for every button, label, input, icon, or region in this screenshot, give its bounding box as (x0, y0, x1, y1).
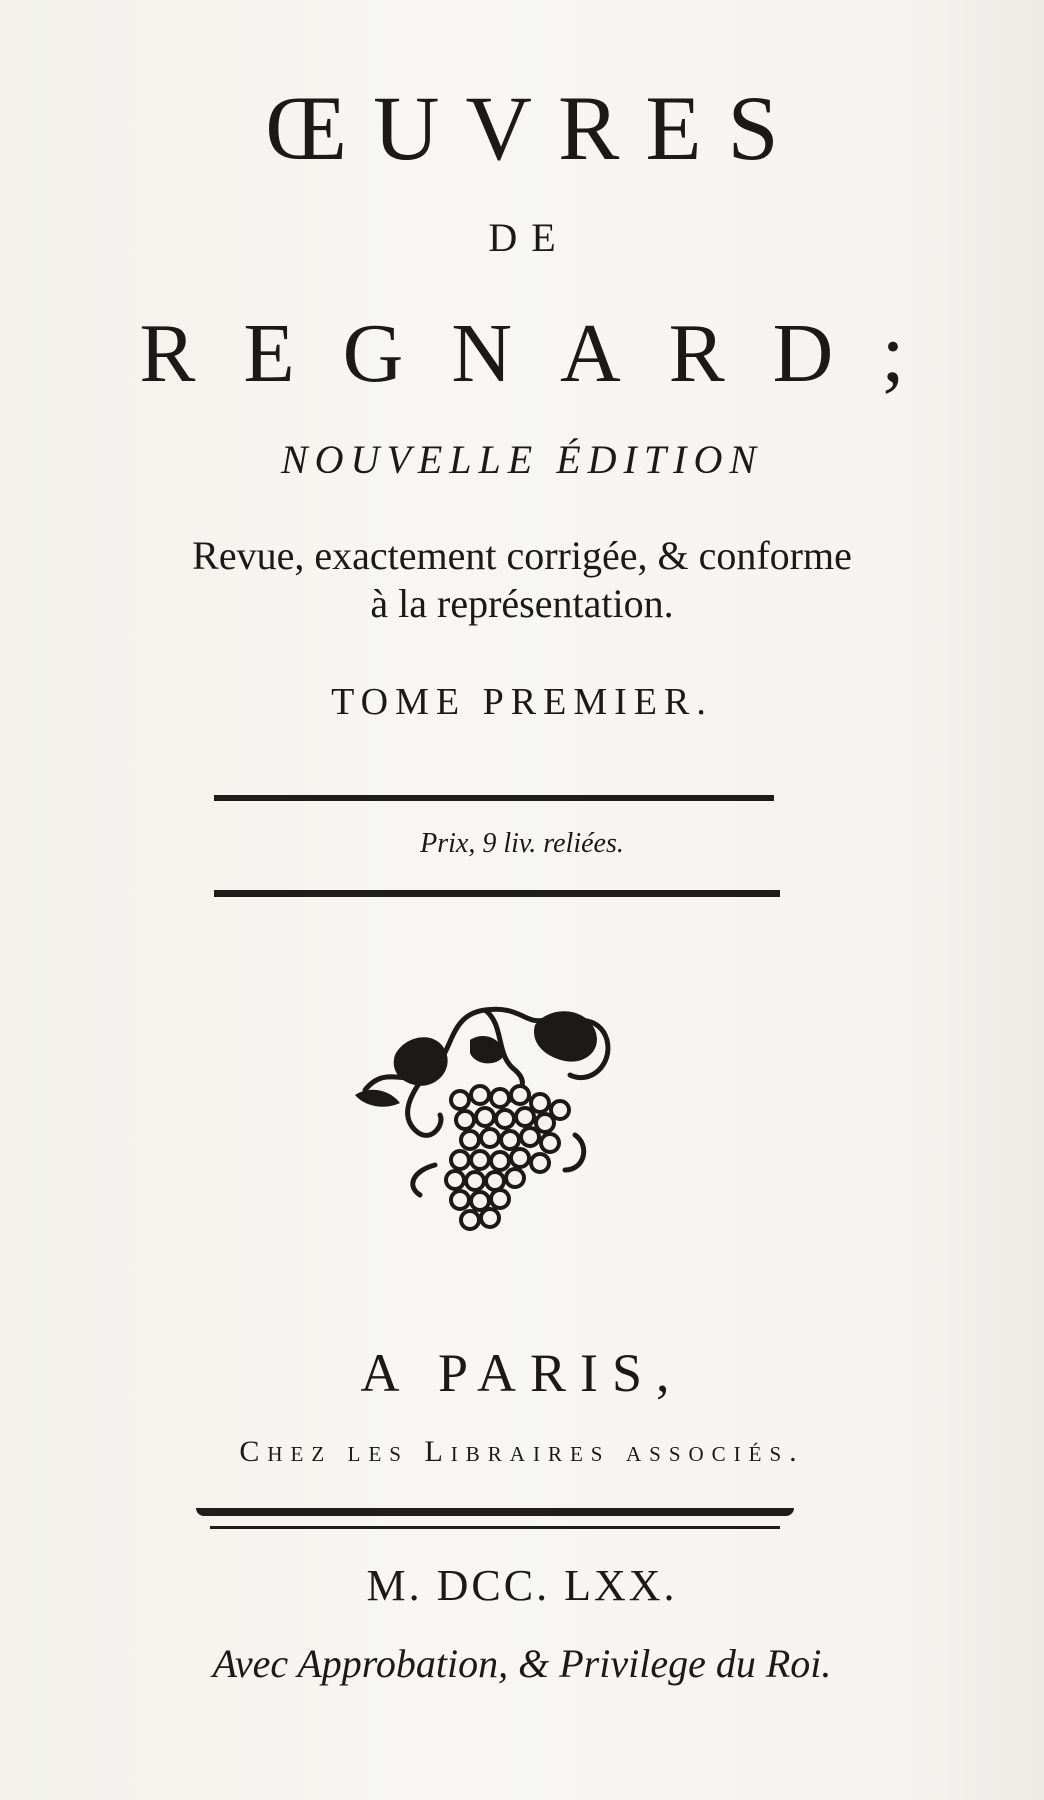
description-line-1: Revue, exactement corrigée, & conforme (192, 533, 852, 578)
rule-top (214, 795, 774, 801)
privilege-line: Avec Approbation, & Privilege du Roi. (212, 1641, 832, 1686)
title-oeuvres: ŒUVRES (265, 77, 805, 179)
description (0, 532, 1044, 628)
year-line: M. DCC. LXX. (366, 1561, 678, 1610)
title-de: DE (488, 215, 570, 260)
edition-line: NOUVELLE ÉDITION (280, 437, 764, 482)
publisher-line: Chez les Libraires associés. (239, 1435, 805, 1468)
grape-vine-fleuron-icon (345, 995, 645, 1255)
place-line: A PARIS, (360, 1343, 684, 1403)
rule-imprint-thick (196, 1508, 794, 1516)
title-regnard: REGNARD; (139, 307, 953, 400)
rule-imprint-thin (210, 1526, 780, 1529)
price-line: Prix, 9 liv. reliées. (420, 828, 624, 859)
volume-line: TOME PREMIER. (331, 681, 713, 723)
rule-bottom (214, 890, 780, 897)
description-line-2: à la représentation. (370, 581, 674, 626)
